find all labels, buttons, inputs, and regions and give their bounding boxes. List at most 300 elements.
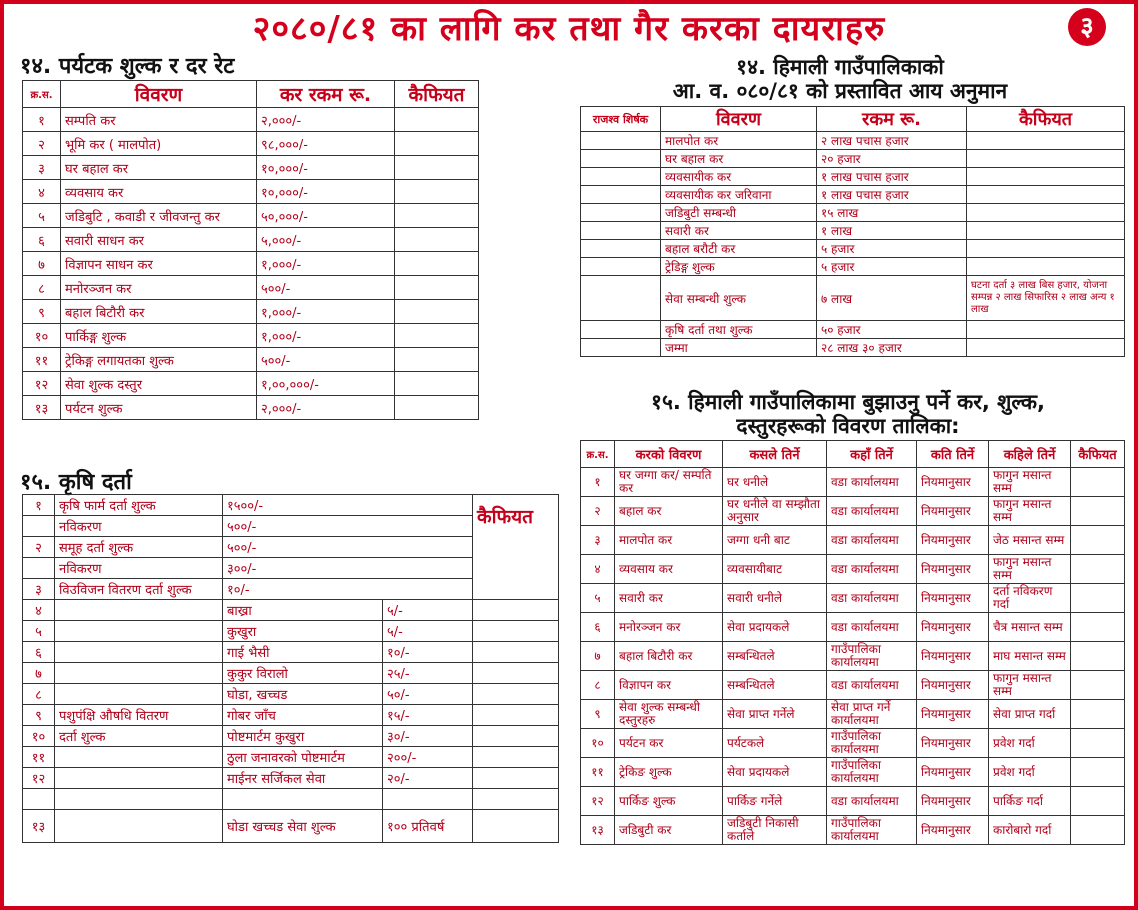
table-cell: ट्रेडिङ्ग शुल्क xyxy=(661,258,817,276)
table-cell: जेठ मसान्त सम्म xyxy=(989,526,1071,555)
table-row xyxy=(23,789,559,810)
table-cell: ३ xyxy=(23,156,61,180)
column-header: करको विवरण xyxy=(615,441,723,468)
table-cell: प्रवेश गर्दा xyxy=(989,729,1071,758)
table-cell: जडिबुटी सम्बन्धी xyxy=(661,204,817,222)
table-cell: ५ xyxy=(23,204,61,228)
table-cell xyxy=(1071,671,1125,700)
table-cell: ४ xyxy=(23,180,61,204)
table-row xyxy=(23,726,559,747)
table-cell: १०,०००/- xyxy=(257,180,395,204)
table-cell: पार्किङ गर्नेले xyxy=(723,787,827,816)
description-cell xyxy=(55,642,223,663)
revenue-estimate-table xyxy=(580,106,1125,357)
table-row xyxy=(581,555,1125,584)
table-cell: वडा कार्यालयमा xyxy=(827,613,917,642)
table-cell: प्रवेश गर्दा xyxy=(989,758,1071,787)
serial-cell: १२ xyxy=(23,768,55,789)
table-cell: २८ लाख ३० हजार xyxy=(817,339,967,357)
table-cell: कृषि दर्ता तथा शुल्क xyxy=(661,321,817,339)
table-cell: सेवा प्राप्त गर्ने कार्यालयमा xyxy=(827,700,917,729)
table-cell xyxy=(1071,816,1125,845)
table-cell xyxy=(967,321,1125,339)
table-cell xyxy=(967,186,1125,204)
table-cell: १ लाख पचास हजार xyxy=(817,168,967,186)
table-cell: सेवा सम्बन्धी शुल्क xyxy=(661,276,817,321)
table-cell: ३ xyxy=(581,526,615,555)
table-row xyxy=(23,132,479,156)
table-row xyxy=(23,684,559,705)
table-cell: सवारी धनीले xyxy=(723,584,827,613)
serial-cell xyxy=(23,516,55,537)
description-cell: विउविजन वितरण दर्ता शुल्क xyxy=(55,579,223,600)
amount-cell: ५००/- xyxy=(223,537,473,558)
page-number-badge: ३ xyxy=(1068,8,1106,46)
table-cell: २ xyxy=(581,497,615,526)
item-cell: पोष्टमार्टम कुखुरा xyxy=(223,726,383,747)
table-cell: नियमानुसार xyxy=(917,555,989,584)
table-cell: कारोबारो गर्दा xyxy=(989,816,1071,845)
table-cell: ५ हजार xyxy=(817,240,967,258)
table-row xyxy=(23,324,479,348)
table-row xyxy=(581,497,1125,526)
table-cell: फागुन मसान्त सम्म xyxy=(989,497,1071,526)
remarks-cell xyxy=(473,768,559,789)
table-cell: १३ xyxy=(581,816,615,845)
table-cell: ९ xyxy=(23,300,61,324)
item-cell: गाई भैसी xyxy=(223,642,383,663)
table-cell xyxy=(967,258,1125,276)
table-cell xyxy=(967,240,1125,258)
table-row xyxy=(581,671,1125,700)
table-cell xyxy=(581,222,661,240)
table-row xyxy=(581,258,1125,276)
table-row xyxy=(23,252,479,276)
table-cell: सवारी साधन कर xyxy=(61,228,257,252)
description-cell: पशुपंक्षि औषधि वितरण xyxy=(55,705,223,726)
table-cell: सवारी कर xyxy=(661,222,817,240)
remarks-header: कैफियत xyxy=(473,495,559,600)
table-cell: २ लाख पचास हजार xyxy=(817,132,967,150)
column-header: क्र.स. xyxy=(23,81,61,108)
table-cell: मनोरञ्जन कर xyxy=(61,276,257,300)
column-header: कर रकम रू. xyxy=(257,81,395,108)
table-cell: १,०००/- xyxy=(257,324,395,348)
revenue-title-line2: आ. व. ०८०/८१ को प्रस्तावित आय अनुमान xyxy=(672,79,1008,103)
column-header: कैफियत xyxy=(967,107,1125,132)
table-cell: ९८,०००/- xyxy=(257,132,395,156)
table-cell xyxy=(1071,497,1125,526)
column-header: क्र.स. xyxy=(581,441,615,468)
table-cell: १ xyxy=(23,108,61,132)
table-cell: गाउँपालिका कार्यालयमा xyxy=(827,729,917,758)
table-cell: नियमानुसार xyxy=(917,613,989,642)
amount-cell: २००/- xyxy=(383,747,473,768)
remarks-cell xyxy=(473,621,559,642)
table-cell: विज्ञापन साधन कर xyxy=(61,252,257,276)
table-row xyxy=(23,348,479,372)
table-cell: घर बहाल कर xyxy=(61,156,257,180)
table-row xyxy=(581,204,1125,222)
section-title-tax-schedule xyxy=(578,390,1118,438)
description-cell: दर्ता शुल्क xyxy=(55,726,223,747)
description-cell xyxy=(55,600,223,621)
table-row xyxy=(581,787,1125,816)
table-cell: मालपोत कर xyxy=(615,526,723,555)
table-cell: १ लाख पचास हजार xyxy=(817,186,967,204)
amount-cell: ५/- xyxy=(383,600,473,621)
table-cell: ७ लाख xyxy=(817,276,967,321)
remarks-cell xyxy=(473,684,559,705)
item-cell: कुकुर विरालो xyxy=(223,663,383,684)
table-cell: फागुन मसान्त सम्म xyxy=(989,671,1071,700)
table-cell: जडिबुटी निकासी कर्ताले xyxy=(723,816,827,845)
table-cell: १३ xyxy=(23,396,61,420)
table-row xyxy=(581,150,1125,168)
table-row xyxy=(581,613,1125,642)
table-cell: १०,०००/- xyxy=(257,156,395,180)
table-cell xyxy=(1071,729,1125,758)
item-cell: घोडा खच्चड सेवा शुल्क xyxy=(223,810,383,843)
table-row xyxy=(23,600,559,621)
table-row xyxy=(23,156,479,180)
table-cell xyxy=(581,321,661,339)
table-cell: वडा कार्यालयमा xyxy=(827,555,917,584)
column-header: कहाँ तिर्ने xyxy=(827,441,917,468)
serial-cell: १ xyxy=(23,495,55,516)
table-cell: जडिबुटी कर xyxy=(615,816,723,845)
table-row xyxy=(23,495,559,516)
amount-cell: २०/- xyxy=(383,768,473,789)
table-cell xyxy=(395,108,479,132)
table-cell: सेवा प्रदायकले xyxy=(723,613,827,642)
table-cell: माघ मसान्त सम्म xyxy=(989,642,1071,671)
table-cell: १,०००/- xyxy=(257,252,395,276)
table-cell: बहाल बरौटी कर xyxy=(661,240,817,258)
column-header: रकम रू. xyxy=(817,107,967,132)
table-cell: जडिबुटि , कवाडी र जीवजन्तु कर xyxy=(61,204,257,228)
table-cell: सम्पति कर xyxy=(61,108,257,132)
table-row xyxy=(23,228,479,252)
remarks-cell xyxy=(473,705,559,726)
amount-cell: ३०/- xyxy=(383,726,473,747)
agriculture-registration-table xyxy=(22,494,559,843)
table-cell: घर जग्गा कर/ सम्पति कर xyxy=(615,468,723,497)
section-title-tourist-fee: १४. पर्यटक शुल्क र दर रेट xyxy=(20,54,235,79)
table-cell: गाउँपालिका कार्यालयमा xyxy=(827,642,917,671)
table-cell xyxy=(395,252,479,276)
section-title-agriculture: १५. कृषि दर्ता xyxy=(20,470,132,495)
table-cell: ११ xyxy=(23,348,61,372)
table-cell: पार्किङ्ग शुल्क xyxy=(61,324,257,348)
table-cell: नियमानुसार xyxy=(917,729,989,758)
table-cell xyxy=(1071,758,1125,787)
table-cell: ५० हजार xyxy=(817,321,967,339)
serial-cell: ६ xyxy=(23,642,55,663)
amount-cell: १०/- xyxy=(223,579,473,600)
table-cell: व्यवसायीक कर xyxy=(661,168,817,186)
remarks-cell xyxy=(473,726,559,747)
table-cell xyxy=(581,339,661,357)
column-header: राजश्व शिर्षक xyxy=(581,107,661,132)
table-cell: १,००,०००/- xyxy=(257,372,395,396)
amount-cell: ५०/- xyxy=(383,684,473,705)
column-header: कैफियत xyxy=(395,81,479,108)
column-header: कसले तिर्ने xyxy=(723,441,827,468)
table-row xyxy=(23,768,559,789)
table-cell: नियमानुसार xyxy=(917,526,989,555)
table-cell: गाउँपालिका कार्यालयमा xyxy=(827,758,917,787)
table-row xyxy=(581,758,1125,787)
table-cell xyxy=(1071,526,1125,555)
item-cell xyxy=(223,789,383,810)
table-cell xyxy=(1071,642,1125,671)
description-cell xyxy=(55,663,223,684)
description-cell xyxy=(55,810,223,843)
table-cell: मनोरञ्जन कर xyxy=(615,613,723,642)
table-cell xyxy=(967,339,1125,357)
table-cell: व्यवसाय कर xyxy=(61,180,257,204)
table-cell: २,०००/- xyxy=(257,108,395,132)
table-cell: नियमानुसार xyxy=(917,816,989,845)
table-cell: बहाल कर xyxy=(615,497,723,526)
serial-cell: ९ xyxy=(23,705,55,726)
table-row xyxy=(23,396,479,420)
table-row xyxy=(581,339,1125,357)
table-cell: पर्यटन कर xyxy=(615,729,723,758)
schedule-title-line1: १५. हिमाली गाउँपालिकामा बुझाउनु पर्ने कर, शुल्क, xyxy=(651,390,1045,414)
amount-cell: ३००/- xyxy=(223,558,473,579)
table-cell xyxy=(395,156,479,180)
table-cell: फागुन मसान्त सम्म xyxy=(989,555,1071,584)
serial-cell: ३ xyxy=(23,579,55,600)
table-cell xyxy=(581,150,661,168)
tax-schedule-table xyxy=(580,440,1125,845)
table-row xyxy=(23,810,559,843)
table-cell xyxy=(581,168,661,186)
table-row xyxy=(581,816,1125,845)
table-cell: नियमानुसार xyxy=(917,671,989,700)
table-cell: सम्बन्धितले xyxy=(723,642,827,671)
description-cell xyxy=(55,621,223,642)
table-cell: १५ लाख xyxy=(817,204,967,222)
amount-cell: २५/- xyxy=(383,663,473,684)
table-cell xyxy=(1071,700,1125,729)
table-cell: वडा कार्यालयमा xyxy=(827,468,917,497)
table-row xyxy=(23,705,559,726)
column-header: विवरण xyxy=(61,81,257,108)
table-row xyxy=(581,240,1125,258)
table-cell: जग्गा धनी बाट xyxy=(723,526,827,555)
table-cell: विज्ञापन कर xyxy=(615,671,723,700)
tourist-fee-table xyxy=(22,80,479,420)
table-cell: नियमानुसार xyxy=(917,758,989,787)
table-cell: ट्रेकिङ शुल्क xyxy=(615,758,723,787)
table-cell: १२ xyxy=(23,372,61,396)
table-cell xyxy=(967,132,1125,150)
table-cell: व्यवसायीबाट xyxy=(723,555,827,584)
table-cell: नियमानुसार xyxy=(917,700,989,729)
item-cell: बाख्रा xyxy=(223,600,383,621)
description-cell xyxy=(55,747,223,768)
table-cell: ४ xyxy=(581,555,615,584)
table-cell: बहाल बिटौरी कर xyxy=(61,300,257,324)
page-title: २०८०/८१ का लागि कर तथा गैर करका दायराहरु xyxy=(252,9,886,49)
serial-cell: १० xyxy=(23,726,55,747)
table-cell xyxy=(581,132,661,150)
item-cell: गोबर जाँच xyxy=(223,705,383,726)
table-cell: २,०००/- xyxy=(257,396,395,420)
amount-cell: ५००/- xyxy=(223,516,473,537)
table-cell: ११ xyxy=(581,758,615,787)
table-cell xyxy=(581,186,661,204)
table-cell: पार्किङ शुल्क xyxy=(615,787,723,816)
table-cell xyxy=(395,276,479,300)
table-cell xyxy=(1071,613,1125,642)
item-cell: ठुला जनावरको पोष्टमार्टम xyxy=(223,747,383,768)
table-cell xyxy=(967,204,1125,222)
table-cell: सेवा प्रदायकले xyxy=(723,758,827,787)
table-cell: सेवा शुल्क दस्तुर xyxy=(61,372,257,396)
table-cell xyxy=(1071,584,1125,613)
serial-cell: ७ xyxy=(23,663,55,684)
table-row xyxy=(581,729,1125,758)
table-row xyxy=(581,276,1125,321)
table-cell: ९ xyxy=(581,700,615,729)
table-cell: मालपोत कर xyxy=(661,132,817,150)
table-cell: सेवा प्राप्त गर्नेले xyxy=(723,700,827,729)
table-cell xyxy=(395,204,479,228)
table-cell xyxy=(395,348,479,372)
table-cell: घर धनीले वा सम्झौता अनुसार xyxy=(723,497,827,526)
table-cell: १ xyxy=(581,468,615,497)
table-cell: नियमानुसार xyxy=(917,787,989,816)
serial-cell xyxy=(23,558,55,579)
table-row xyxy=(23,621,559,642)
section-title-revenue-estimate xyxy=(560,55,1120,103)
table-cell: नियमानुसार xyxy=(917,468,989,497)
table-cell: सम्बन्धितले xyxy=(723,671,827,700)
table-cell: घर बहाल कर xyxy=(661,150,817,168)
table-cell: बहाल बिटौरी कर xyxy=(615,642,723,671)
table-cell: ७ xyxy=(581,642,615,671)
description-cell xyxy=(55,684,223,705)
table-cell: नियमानुसार xyxy=(917,497,989,526)
amount-cell: १०/- xyxy=(383,642,473,663)
table-row xyxy=(581,222,1125,240)
table-cell: जम्मा xyxy=(661,339,817,357)
table-cell xyxy=(1071,787,1125,816)
table-cell xyxy=(967,150,1125,168)
table-cell: वडा कार्यालयमा xyxy=(827,671,917,700)
table-row xyxy=(581,168,1125,186)
table-row xyxy=(23,642,559,663)
remarks-cell xyxy=(473,663,559,684)
table-row xyxy=(23,300,479,324)
serial-cell: ८ xyxy=(23,684,55,705)
table-cell xyxy=(395,180,479,204)
table-cell xyxy=(1071,468,1125,497)
table-cell: वडा कार्यालयमा xyxy=(827,497,917,526)
table-row xyxy=(581,700,1125,729)
table-row xyxy=(581,132,1125,150)
table-cell: २० हजार xyxy=(817,150,967,168)
table-cell xyxy=(395,372,479,396)
table-cell xyxy=(581,204,661,222)
table-row xyxy=(23,747,559,768)
table-cell xyxy=(581,276,661,321)
table-row xyxy=(23,108,479,132)
description-cell xyxy=(55,768,223,789)
table-cell: व्यवसायीक कर जरिवाना xyxy=(661,186,817,204)
table-cell: १२ xyxy=(581,787,615,816)
amount-cell: १०० प्रतिवर्ष xyxy=(383,810,473,843)
table-cell: ५००/- xyxy=(257,348,395,372)
remarks-cell xyxy=(473,600,559,621)
table-cell xyxy=(967,168,1125,186)
item-cell: माईनर सर्जिकल सेवा xyxy=(223,768,383,789)
table-cell: १,०००/- xyxy=(257,300,395,324)
table-row xyxy=(23,372,479,396)
table-row xyxy=(23,204,479,228)
remarks-cell xyxy=(473,642,559,663)
amount-cell xyxy=(383,789,473,810)
table-cell xyxy=(581,258,661,276)
column-header: कति तिर्ने xyxy=(917,441,989,468)
table-cell: ८ xyxy=(581,671,615,700)
column-header: कहिले तिर्ने xyxy=(989,441,1071,468)
table-row xyxy=(23,663,559,684)
table-cell: ८ xyxy=(23,276,61,300)
table-cell: ५ xyxy=(581,584,615,613)
table-cell: गाउँपालिका कार्यालयमा xyxy=(827,816,917,845)
table-cell: १० xyxy=(23,324,61,348)
table-cell: ७ xyxy=(23,252,61,276)
table-row xyxy=(23,276,479,300)
table-row xyxy=(581,584,1125,613)
remarks-cell xyxy=(473,789,559,810)
remarks-cell xyxy=(473,810,559,843)
serial-cell: १३ xyxy=(23,810,55,843)
table-cell: घर धनीले xyxy=(723,468,827,497)
table-cell: घटना दर्ता ३ लाख बिस हजार, योजना सम्पन्न २ लाख सिफारिस २ लाख अन्य १ लाख xyxy=(967,276,1125,321)
serial-cell: ११ xyxy=(23,747,55,768)
table-cell xyxy=(581,240,661,258)
table-cell: ५००/- xyxy=(257,276,395,300)
table-cell xyxy=(395,396,479,420)
table-row xyxy=(581,526,1125,555)
table-cell: चैत्र मसान्त सम्म xyxy=(989,613,1071,642)
table-cell: वडा कार्यालयमा xyxy=(827,526,917,555)
table-cell: ट्रेकिङ्ग लगायतका शुल्क xyxy=(61,348,257,372)
item-cell: कुखुरा xyxy=(223,621,383,642)
table-cell: वडा कार्यालयमा xyxy=(827,584,917,613)
serial-cell: ५ xyxy=(23,621,55,642)
table-cell xyxy=(395,324,479,348)
table-cell: ५ हजार xyxy=(817,258,967,276)
amount-cell: ५/- xyxy=(383,621,473,642)
table-row xyxy=(23,180,479,204)
table-cell xyxy=(395,132,479,156)
table-cell: पर्यटकले xyxy=(723,729,827,758)
table-row xyxy=(581,642,1125,671)
table-cell: नियमानुसार xyxy=(917,642,989,671)
table-cell: व्यवसाय कर xyxy=(615,555,723,584)
amount-cell: १५/- xyxy=(383,705,473,726)
table-row xyxy=(581,321,1125,339)
table-cell: फागुन मसान्त सम्म xyxy=(989,468,1071,497)
table-cell: १० xyxy=(581,729,615,758)
